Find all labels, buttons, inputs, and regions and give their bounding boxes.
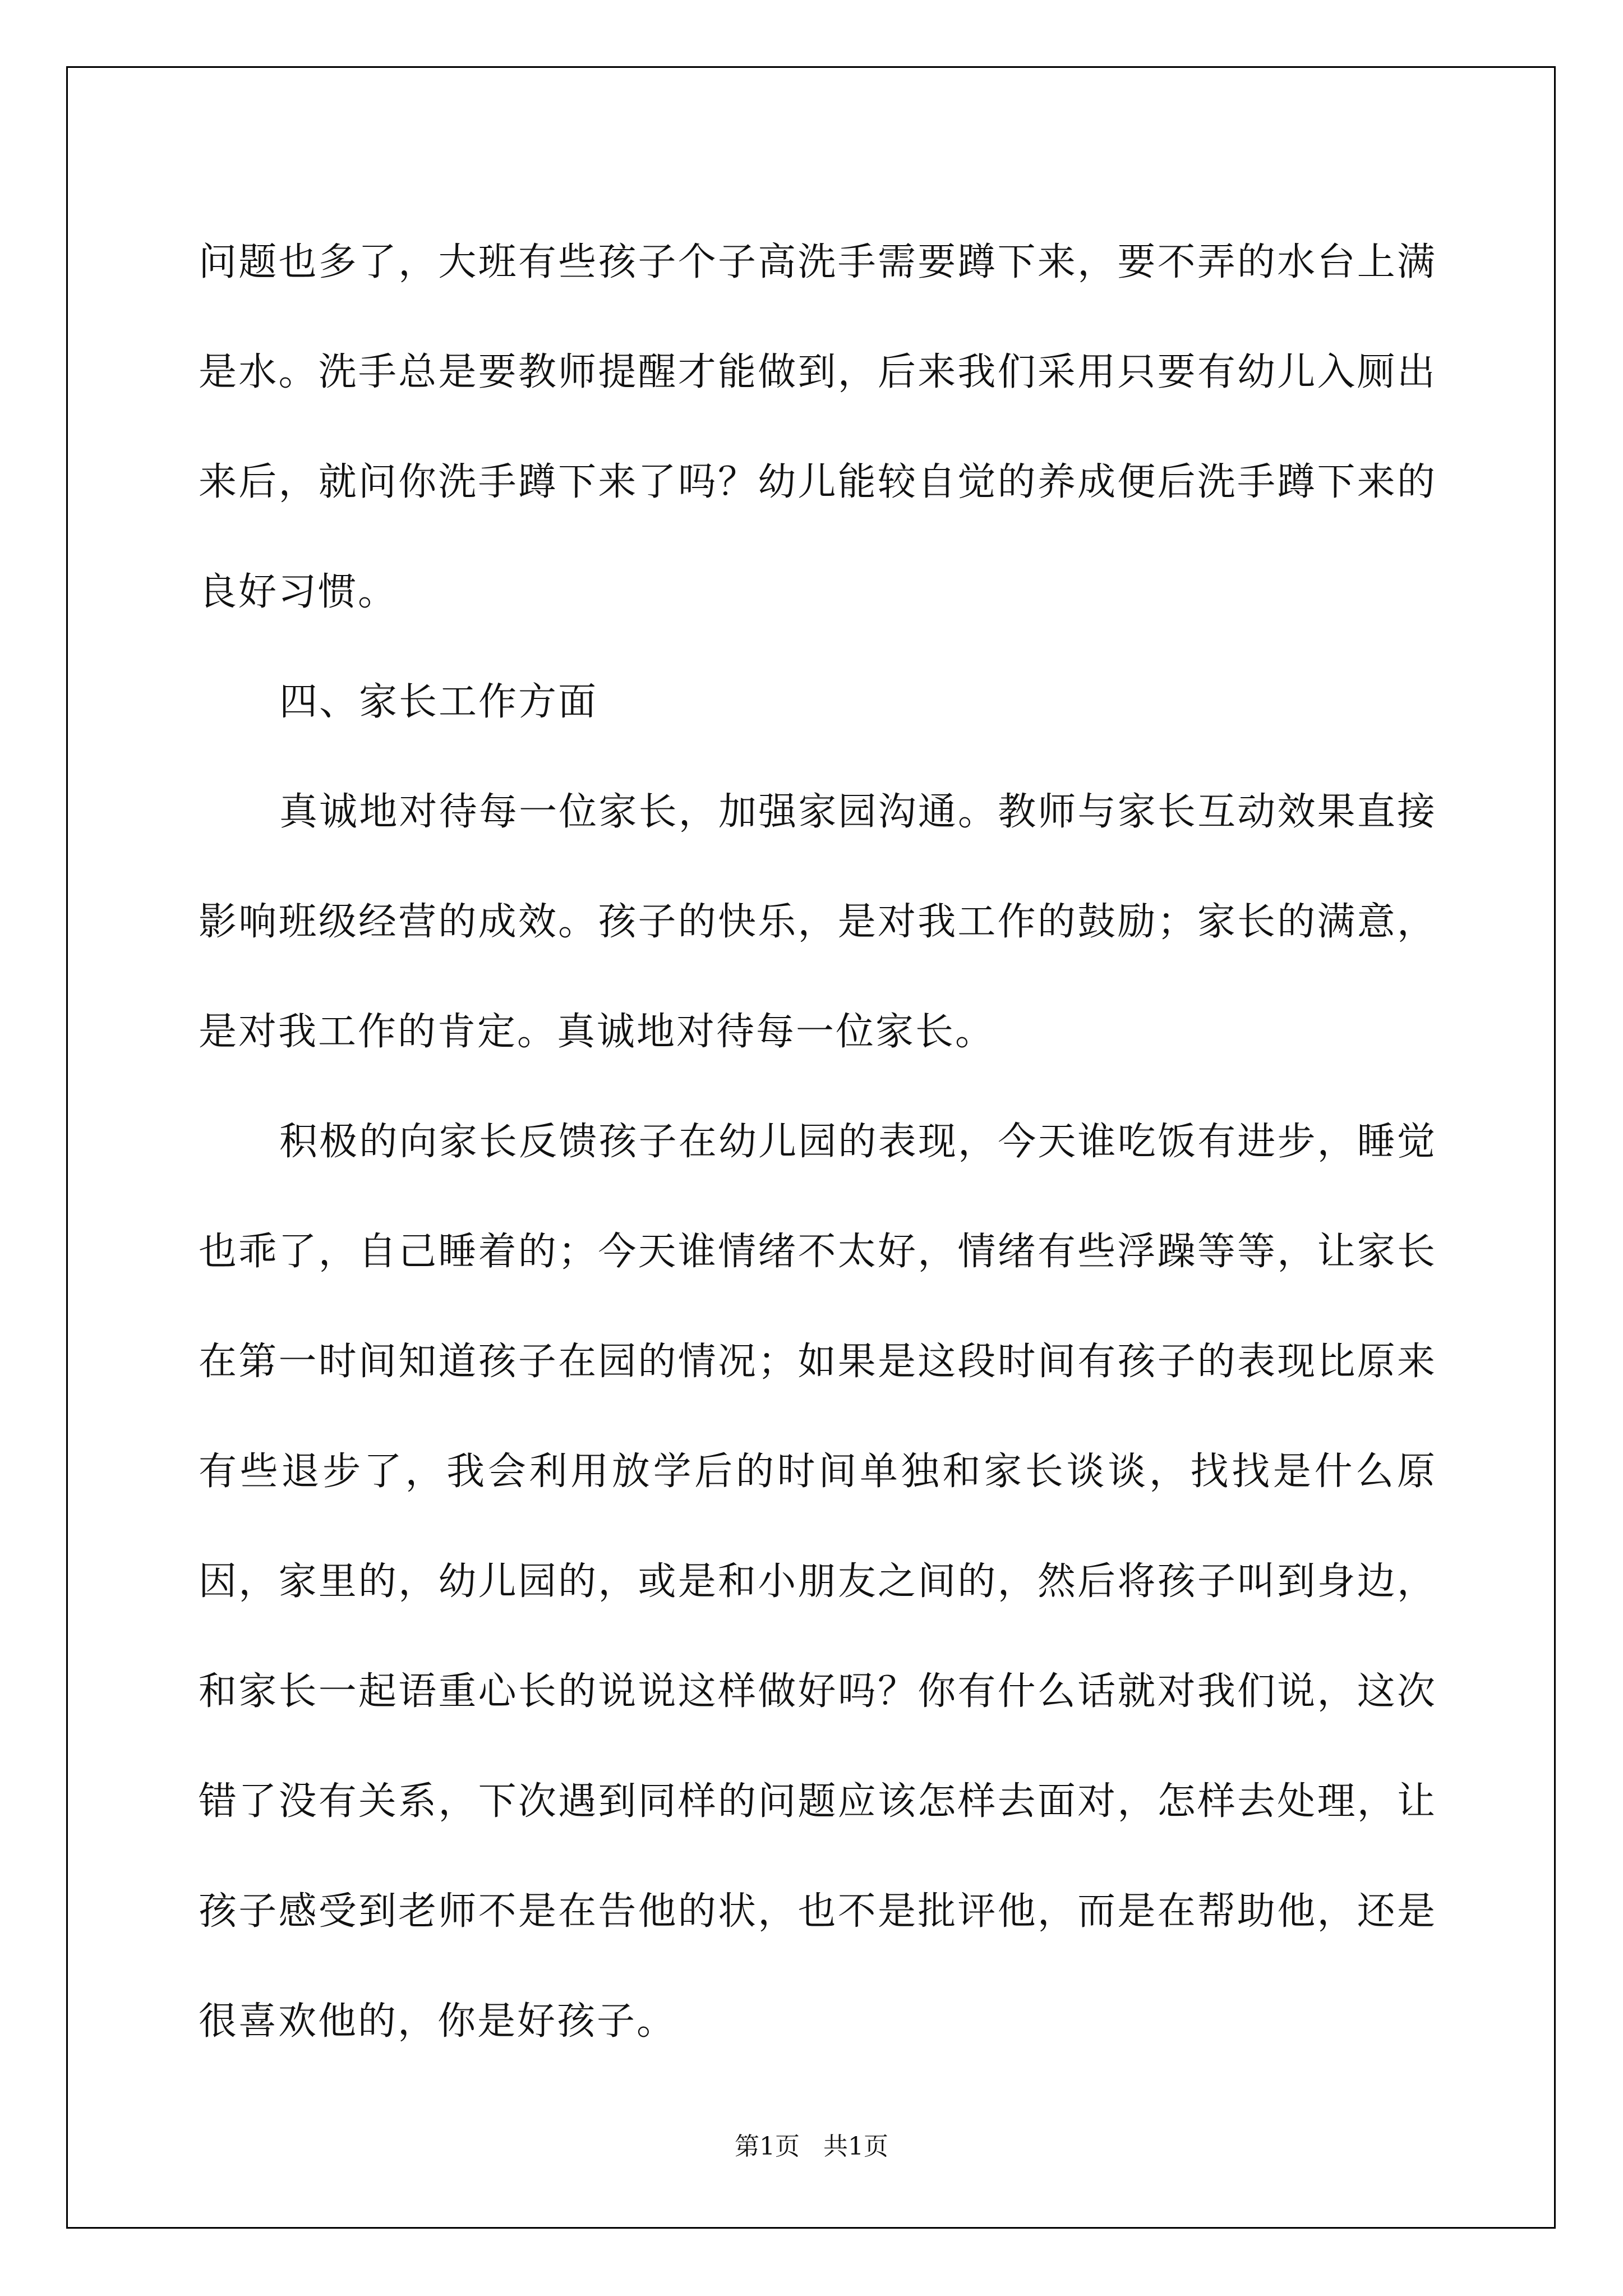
- document-body: [199, 208, 1437, 2077]
- paragraph-2: 真诚地对待每一位家长，加强家园沟通。教师与家长互动效果直接影响班级经营的成效。孩子的快乐，是对我工作的鼓励；家长的满意，是对我工作的肯定。真诚地对待每一位家长。: [199, 790, 1437, 1054]
- paragraph-1: 问题也多了，大班有些孩子个子高洗手需要蹲下来，要不弄的水台上满是水。洗手总是要教师提醒才能做到，后来我们采用只要有幼儿入厕出来后，就问你洗手蹲下来了吗？幼儿能较自觉的养成便后洗手蹲下来的良好习惯。: [199, 240, 1437, 614]
- section-heading: 四、家长工作方面: [279, 680, 598, 724]
- paragraph-3: 积极的向家长反馈孩子在幼儿园的表现，今天谁吃饭有进步，睡觉也乖了，自己睡着的；今天谁情绪不太好，情绪有些浮躁等等，让家长在第一时间知道孩子在园的情况；如果是这段时间有孩子的表现比原来有些退步了，我会利用放学后的时间单独和家长谈谈，找找是什么原因，家里的，幼儿园的，或是和小朋友之间的，然后将孩子叫到身边，和家长一起语重心长的说说这样做好吗？你有什么话就对我们说，这次错了没有关系，下次遇到同样的问题应该怎样去面对，怎样去处理，让孩子感受到老师不是在告他的状，也不是批评他，而是在帮助他，还是很喜欢他的，你是好孩子。: [199, 1120, 1437, 2044]
- page-number-footer: 第1页 共1页: [735, 2132, 888, 2161]
